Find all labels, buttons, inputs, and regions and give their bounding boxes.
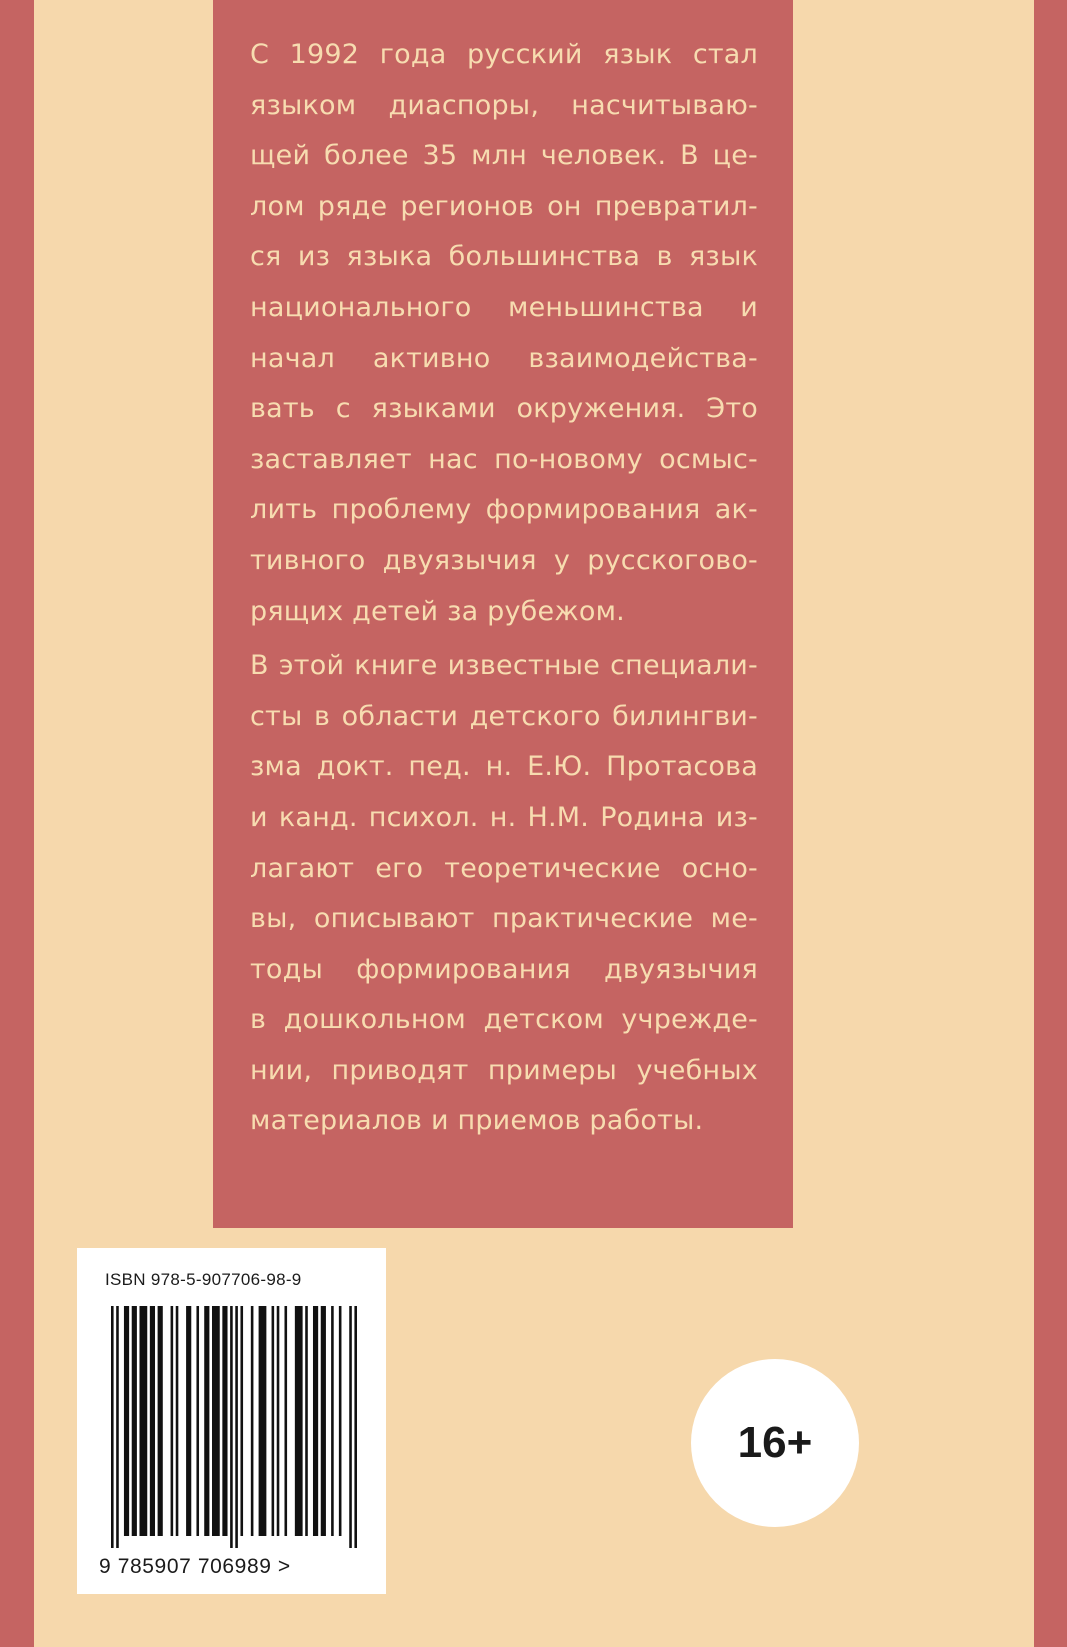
barcode-bar: [321, 1306, 326, 1536]
barcode-bar: [204, 1306, 209, 1536]
barcode-bar: [212, 1306, 220, 1536]
text-line: сты в области детского билингви-: [250, 700, 758, 732]
barcode-bar: [305, 1306, 308, 1536]
text-line: лить проблему формирования ак-: [250, 494, 758, 526]
barcode-bar: [116, 1306, 119, 1548]
barcode-bar: [196, 1306, 199, 1536]
text-line: ся из языка большинства в язык: [250, 241, 758, 273]
barcode-bar: [277, 1306, 280, 1536]
text-line: нии, приводят примеры учебных: [250, 1054, 758, 1086]
barcode-bar: [158, 1306, 163, 1536]
barcode-bar: [150, 1306, 155, 1536]
barcode-bar: [331, 1306, 334, 1536]
barcode-digits: 9 785907 706989 >: [99, 1555, 291, 1578]
barcode-bar: [235, 1306, 238, 1548]
text-line: рящих детей за рубежом.: [250, 595, 625, 627]
barcode-bar: [284, 1306, 287, 1536]
text-line: в дошкольном детском учрежде-: [250, 1004, 758, 1036]
text-line: национального меньшинства и: [250, 291, 758, 323]
barcode-bar: [176, 1306, 179, 1536]
text-line: В этой книге известные специали-: [250, 650, 758, 682]
barcode-bar: [259, 1306, 267, 1536]
text-line: С 1992 года русский язык стал: [250, 39, 758, 70]
barcode-bar: [295, 1306, 303, 1536]
text-line: тоды формирования двуязычия: [250, 953, 758, 985]
age-rating-label: 16+: [737, 1418, 813, 1467]
text-line: вать с языками окружения. Это: [250, 393, 758, 425]
isbn-number: ISBN 978-5-907706-98-9: [105, 1270, 302, 1289]
barcode-bar: [313, 1306, 318, 1536]
barcode-bar: [111, 1306, 114, 1548]
barcode-bar: [251, 1306, 254, 1536]
text-line: зма докт. пед. н. Е.Ю. Протасова: [250, 751, 758, 783]
barcode-box: [77, 1248, 386, 1594]
text-line: щей более 35 млн человек. В це-: [250, 140, 758, 172]
text-line: вы, описывают практические ме-: [250, 903, 758, 935]
barcode-bar: [171, 1306, 174, 1536]
text-line: материалов и приемов работы.: [250, 1105, 704, 1137]
barcode-bar: [222, 1306, 227, 1536]
barcode-image: [111, 1306, 357, 1548]
text-line: и канд. психол. н. Н.М. Родина из-: [250, 801, 758, 833]
age-rating-badge: [691, 1359, 859, 1527]
barcode-bar: [124, 1306, 129, 1536]
barcode-bar: [272, 1306, 275, 1536]
text-line: тивного двуязычия у русскогово-: [250, 544, 758, 576]
barcode-bar: [132, 1306, 137, 1536]
barcode-bar: [349, 1306, 352, 1548]
barcode-bar: [339, 1306, 342, 1536]
text-line: начал активно взаимодейства-: [250, 342, 758, 374]
barcode-bar: [240, 1306, 243, 1536]
description-text: [250, 30, 758, 1147]
barcode-bar: [139, 1306, 147, 1536]
text-line: лом ряде регионов он превратил-: [250, 190, 758, 222]
barcode-bar: [230, 1306, 233, 1548]
barcode-bar: [186, 1306, 191, 1536]
text-line: лагают его теоретические осно-: [250, 852, 758, 884]
text-line: заставляет нас по-новому осмыс-: [250, 443, 758, 475]
text-line: языком диаспоры, насчитываю-: [250, 89, 758, 121]
barcode-bar: [354, 1306, 357, 1548]
